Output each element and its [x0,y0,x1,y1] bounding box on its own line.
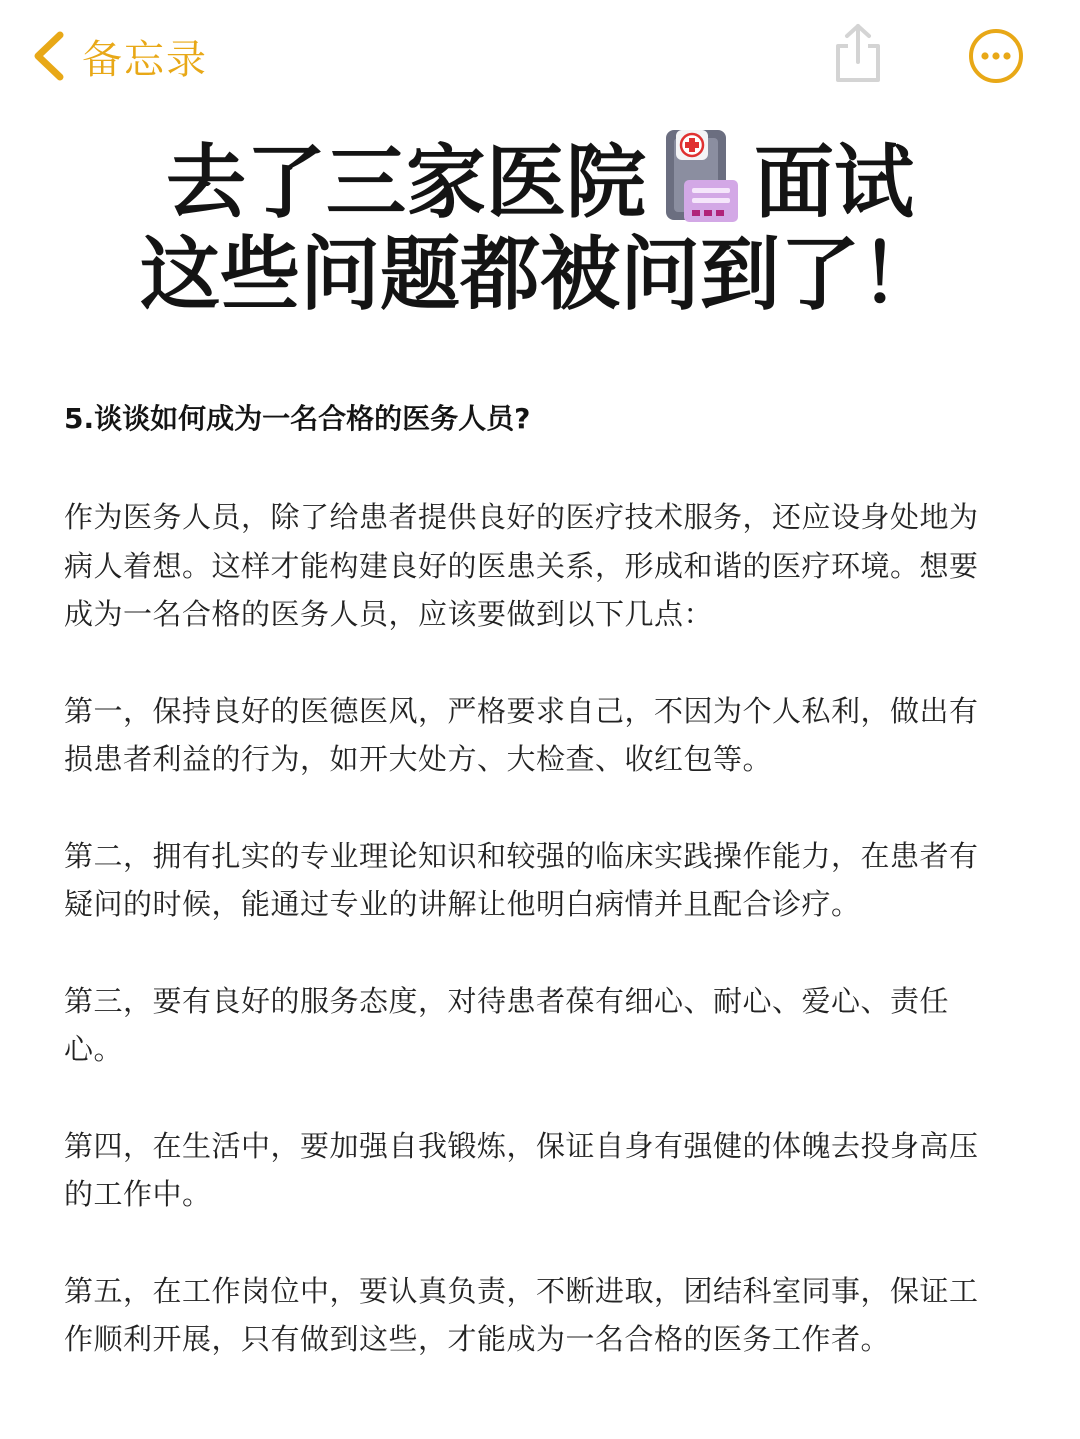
page-title [0,128,1080,321]
chevron-left-icon [30,29,68,83]
paragraph-point-3: 第三，要有良好的服务态度，对待患者葆有细心、耐心、爱心、责任心。 [64,983,950,1066]
paragraph-intro: 作为医务人员，除了给患者提供良好的医疗技术服务，还应设身处地为病人着想。这样才能构建良好的医患关系，形成和谐的医疗环境。想要成为一名合格的医务人员，应该要做到以下几点： [64,500,979,631]
back-button[interactable] [30,26,208,86]
medical-record-icon [660,128,740,224]
paragraph-point-4: 第四，在生活中，要加强自我锻炼，保证自身有强健的体魄去投身高压的工作中。 [64,1128,979,1211]
navigation-bar [0,0,1080,112]
share-icon[interactable] [830,22,886,86]
paragraph-point-5: 第五，在工作岗位中，要认真负责，不断进取，团结科室同事，保证工作顺利开展，只有做到这些，才能成为一名合格的医务工作者。 [64,1273,979,1356]
title-line-2: 这些问题都被问到了！ [140,228,940,321]
question-heading: 5.谈谈如何成为一名合格的医务人员? [64,402,531,435]
more-icon[interactable] [968,28,1024,84]
back-button-label: 备忘录 [82,36,208,83]
title-line-1 [0,128,1080,229]
paragraph-point-2: 第二，拥有扎实的专业理论知识和较强的临床实践操作能力，在患者有疑问的时候，能通过专业的讲解让他明白病情并且配合诊疗。 [64,838,979,921]
note-body [64,395,1004,1412]
title-line-1-start: 去了三家医院 [166,136,646,229]
title-line-1-end: 面试 [754,136,914,229]
paragraph-point-1: 第一，保持良好的医德医风，严格要求自己，不因为个人私利，做出有损患者利益的行为，如开大处方、大检查、收红包等。 [64,693,979,776]
